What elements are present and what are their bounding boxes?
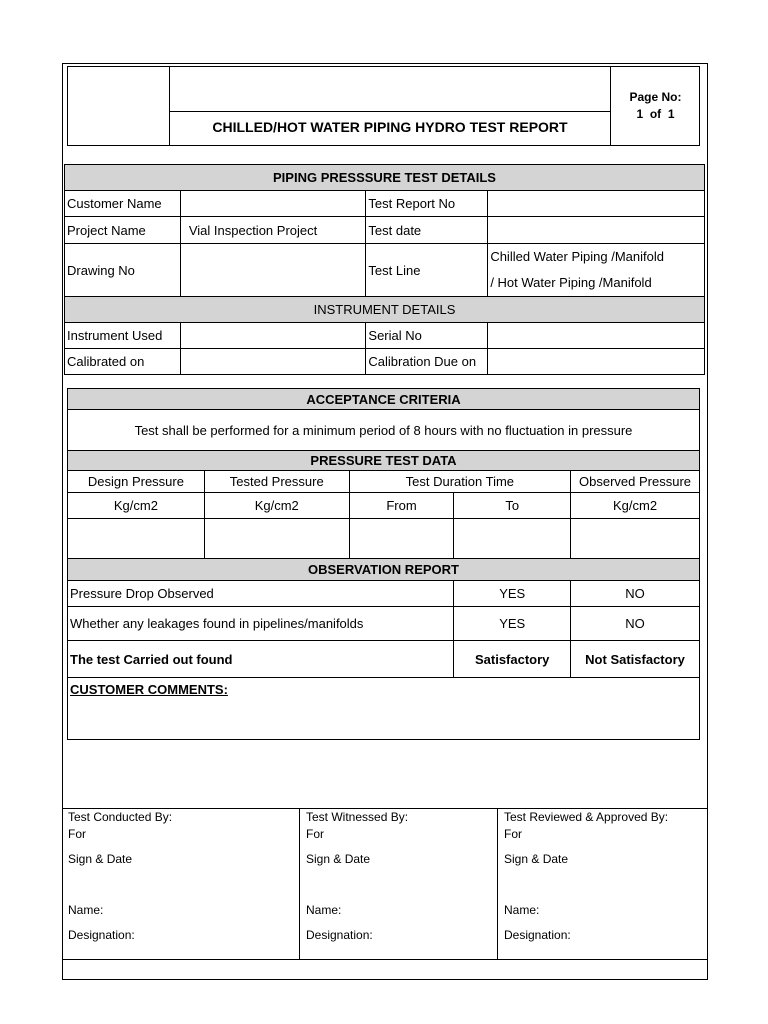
col-test-duration: Test Duration Time: [349, 471, 570, 493]
instrument-used-value: [180, 323, 366, 349]
obs-row-satisfactory: Satisfactory: [454, 641, 571, 678]
obs-row-label: The test Carried out found: [68, 641, 454, 678]
test-report-no-value: [488, 191, 705, 217]
sig-designation: Designation:: [306, 928, 373, 942]
header-title-line: [170, 111, 610, 112]
sig-name: Name:: [306, 903, 342, 917]
calibration-due-value: [488, 349, 705, 375]
customer-name-label: Customer Name: [65, 191, 181, 217]
obs-row-label: Whether any leakages found in pipelines/manifolds: [68, 607, 454, 641]
duration-from: From: [349, 493, 454, 519]
test-data-table: [67, 388, 700, 740]
sig-for: For: [306, 827, 324, 841]
obs-row-yes: YES: [454, 607, 571, 641]
test-report-no-label: Test Report No: [366, 191, 488, 217]
sig-designation: Designation:: [68, 928, 135, 942]
test-line-value-2: / Hot Water Piping /Manifold: [490, 275, 652, 290]
test-line-value-1: Chilled Water Piping /Manifold: [490, 249, 664, 264]
test-date-label: Test date: [366, 217, 488, 244]
project-name-value: Vial Inspection Project: [180, 217, 366, 244]
obs-row-no: NO: [571, 581, 700, 607]
signature-box: [62, 808, 708, 960]
piping-heading: PIPING PRESSSURE TEST DETAILS: [65, 165, 705, 191]
duration-to: To: [454, 493, 571, 519]
sig-sign-date: Sign & Date: [504, 852, 569, 866]
pressure-heading: PRESSURE TEST DATA: [68, 451, 700, 471]
sig-sign-date: Sign & Date: [68, 852, 133, 866]
obs-row-no: NO: [571, 607, 700, 641]
sig-for: For: [504, 827, 522, 841]
sig-title: Test Conducted By:: [68, 810, 173, 824]
observed-pressure-value: [571, 519, 700, 559]
to-value: [454, 519, 571, 559]
piping-details-table: [64, 164, 705, 375]
sig-name: Name:: [68, 903, 104, 917]
unit-tested: Kg/cm2: [204, 493, 349, 519]
serial-no-label: Serial No: [366, 323, 488, 349]
instrument-heading: INSTRUMENT DETAILS: [65, 297, 705, 323]
drawing-no-value: [180, 244, 366, 297]
customer-comments-label: CUSTOMER COMMENTS:: [70, 682, 228, 697]
obs-row-yes: YES: [454, 581, 571, 607]
sig-title: Test Reviewed & Approved By:: [504, 810, 669, 824]
obs-row-label: Pressure Drop Observed: [68, 581, 454, 607]
customer-comments-cell: [68, 678, 700, 740]
observation-heading: OBSERVATION REPORT: [68, 559, 700, 581]
calibrated-on-label: Calibrated on: [65, 349, 181, 375]
instrument-used-label: Instrument Used: [65, 323, 181, 349]
obs-row-not-satisfactory: Not Satisfactory: [571, 641, 700, 678]
signature-divider-1: [299, 808, 300, 960]
drawing-no-label: Drawing No: [65, 244, 181, 297]
test-line-value: [488, 244, 705, 297]
customer-name-value: [180, 191, 366, 217]
col-tested-pressure: Tested Pressure: [204, 471, 349, 493]
test-date-value: [488, 217, 705, 244]
sig-sign-date: Sign & Date: [306, 852, 371, 866]
header-divider: [610, 66, 611, 146]
sig-for: For: [68, 827, 86, 841]
page-no-value: 1 of 1: [636, 107, 675, 121]
from-value: [349, 519, 454, 559]
acceptance-heading: ACCEPTANCE CRITERIA: [68, 389, 700, 410]
unit-observed: Kg/cm2: [571, 493, 700, 519]
acceptance-text: Test shall be performed for a minimum period of 8 hours with no fluctuation in pressure: [68, 410, 700, 451]
unit-design: Kg/cm2: [68, 493, 205, 519]
design-pressure-value: [68, 519, 205, 559]
sig-designation: Designation:: [504, 928, 571, 942]
tested-pressure-value: [204, 519, 349, 559]
serial-no-value: [488, 323, 705, 349]
col-design-pressure: Design Pressure: [68, 471, 205, 493]
report-title: CHILLED/HOT WATER PIPING HYDRO TEST REPORT: [212, 119, 568, 135]
sig-title: Test Witnessed By:: [306, 810, 409, 824]
signature-divider-2: [497, 808, 498, 960]
page-no-label: Page No:: [629, 90, 682, 104]
col-observed-pressure: Observed Pressure: [571, 471, 700, 493]
test-line-label: Test Line: [366, 244, 488, 297]
project-name-label: Project Name: [65, 217, 181, 244]
sig-name: Name:: [504, 903, 540, 917]
calibration-due-label: Calibration Due on: [366, 349, 488, 375]
calibrated-on-value: [180, 349, 366, 375]
